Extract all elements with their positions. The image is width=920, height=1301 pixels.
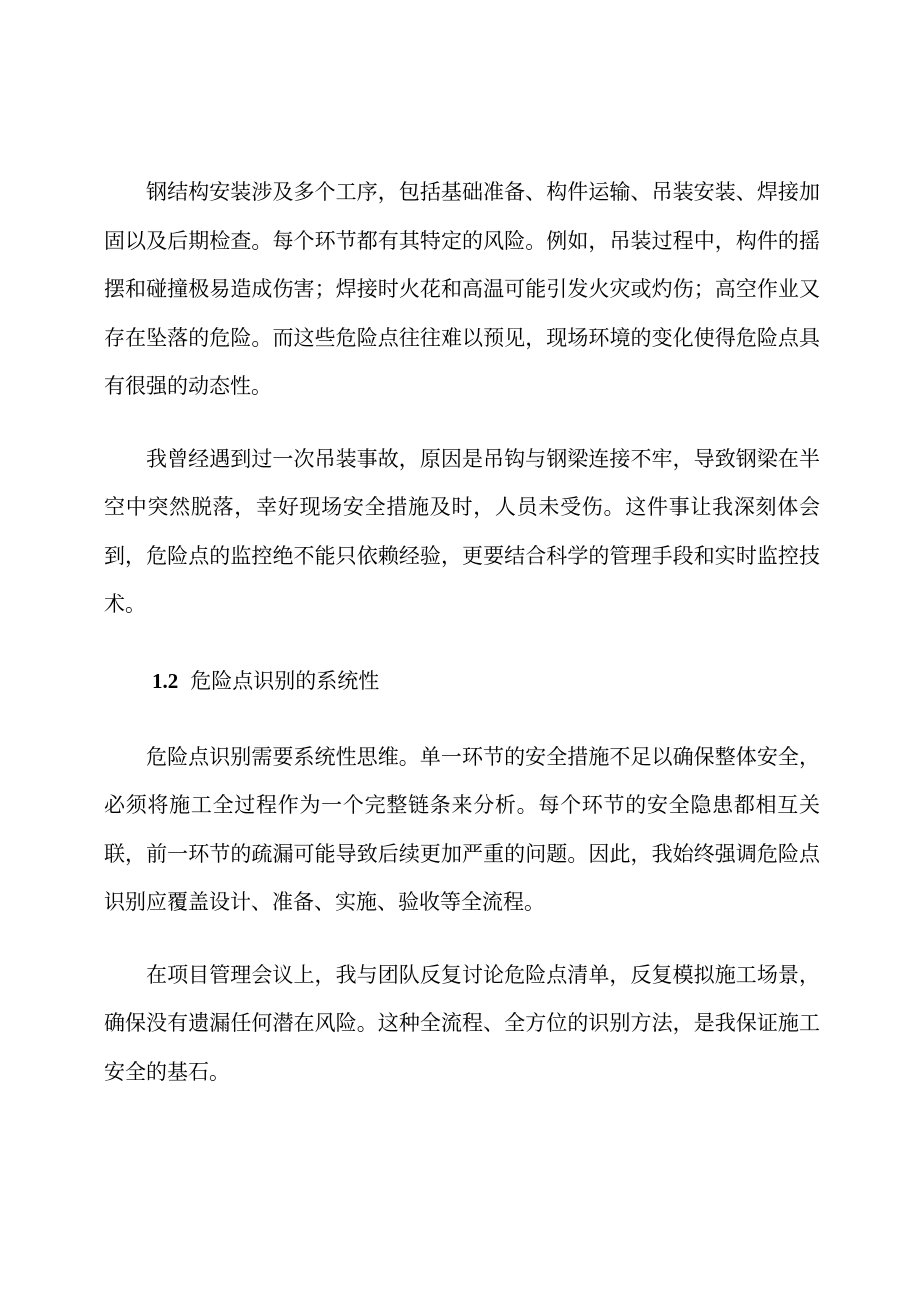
section-heading [104, 663, 820, 699]
section-title: 危险点识别的系统性 [190, 668, 380, 693]
section-number: 1.2 [152, 668, 179, 693]
document-body [104, 168, 820, 1096]
paragraph-process-risks: 钢结构安装涉及多个工序，包括基础准备、构件运输、吊装安装、焊接加固以及后期检查。每个环节都有其特定的风险。例如，吊装过程中，构件的摇摆和碰撞极易造成伤害；焊接时火花和高温可能引发火灾或灼伤；高空作业又存在坠落的危险。而这些危险点往往难以预见，现场环境的变化使得危险点具有很强的动态性。 [104, 180, 820, 398]
paragraph-project-meeting: 在项目管理会议上，我与团队反复讨论危险点清单，反复模拟施工场景，确保没有遗漏任何潜在风险。这种全流程、全方位的识别方法，是我保证施工安全的基石。 [104, 962, 820, 1084]
paragraph-lifting-accident: 我曾经遇到过一次吊装事故，原因是吊钩与钢梁连接不牢，导致钢梁在半空中突然脱落，幸好现场安全措施及时，人员未受伤。这件事让我深刻体会到，危险点的监控绝不能只依赖经验，更要结合科学的管理手段和实时监控技术。 [104, 446, 820, 616]
paragraph-systematic-thinking: 危险点识别需要系统性思维。单一环节的安全措施不足以确保整体安全，必须将施工全过程作为一个完整链条来分析。每个环节的安全隐患都相互关联，前一环节的疏漏可能导致后续更加严重的问题。因此，我始终强调危险点识别应覆盖设计、准备、实施、验收等全流程。 [104, 744, 820, 914]
